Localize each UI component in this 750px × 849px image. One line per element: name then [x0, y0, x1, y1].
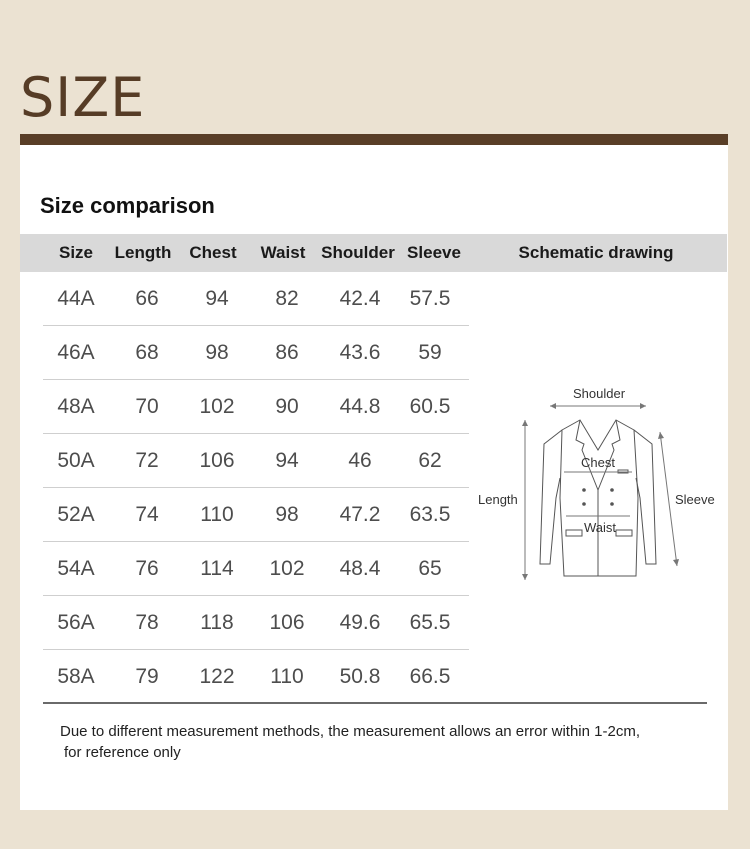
cell-chest: 94: [205, 287, 229, 310]
note-line-1: Due to different measurement methods, the measurement allows an error within 1-2cm,: [60, 723, 640, 740]
cell-size: 54A: [57, 557, 95, 580]
waist-label: Waist: [584, 520, 617, 535]
cell-length: 76: [135, 557, 159, 580]
cell-waist: 90: [275, 395, 299, 418]
cell-waist: 94: [275, 449, 299, 472]
cell-length: 70: [135, 395, 159, 418]
jacket-outline: [540, 420, 656, 576]
cell-waist: 110: [270, 665, 304, 688]
cell-size: 52A: [57, 503, 95, 526]
cell-waist: 82: [275, 287, 299, 310]
column-header-drawing: Schematic drawing: [518, 243, 674, 262]
table-row: [20, 596, 480, 650]
jacket-schematic-drawing: [470, 378, 728, 593]
cell-waist: 106: [269, 611, 305, 634]
cell-size: 44A: [57, 287, 95, 310]
sleeve-label: Sleeve: [675, 492, 715, 507]
heading-divider: [20, 134, 728, 145]
cell-shoulder: 46: [348, 449, 372, 472]
size-chart-panel: [20, 145, 728, 810]
cell-waist: 98: [275, 503, 299, 526]
length-label: Length: [478, 492, 518, 507]
table-row: [20, 434, 480, 488]
cell-chest: 122: [199, 665, 235, 688]
cell-shoulder: 49.6: [339, 611, 381, 634]
cell-shoulder: 48.4: [339, 557, 381, 580]
cell-chest: 118: [200, 611, 234, 634]
cell-sleeve: 63.5: [409, 503, 451, 526]
table-row: [20, 272, 480, 326]
table-header: [20, 234, 727, 272]
sleeve-arrow-top: [658, 432, 664, 439]
cell-sleeve: 62: [418, 449, 442, 472]
note-line-2: for reference only: [64, 744, 181, 761]
cell-chest: 114: [200, 557, 234, 580]
cell-shoulder: 42.4: [339, 287, 381, 310]
cell-size: 50A: [57, 449, 95, 472]
table-row: [20, 542, 480, 596]
cell-sleeve: 65.5: [409, 611, 451, 634]
table-row: [20, 650, 480, 704]
cell-size: 56A: [57, 611, 95, 634]
column-header-shoulder: Shoulder: [321, 243, 395, 262]
cell-waist: 86: [275, 341, 299, 364]
cell-chest: 110: [200, 503, 234, 526]
cell-waist: 102: [269, 557, 305, 580]
cell-shoulder: 50.8: [339, 665, 381, 688]
cell-size: 48A: [57, 395, 95, 418]
cell-sleeve: 57.5: [409, 287, 451, 310]
cell-sleeve: 65: [418, 557, 442, 580]
length-arrow-top: [522, 420, 528, 426]
table-row: [20, 326, 480, 380]
cell-length: 79: [135, 665, 159, 688]
cell-shoulder: 47.2: [339, 503, 381, 526]
cell-sleeve: 66.5: [409, 665, 451, 688]
column-header-chest: Chest: [189, 243, 237, 262]
page-heading: SIZE: [20, 66, 146, 129]
cell-chest: 102: [199, 395, 235, 418]
column-header-waist: Waist: [260, 243, 306, 262]
cell-length: 66: [135, 287, 159, 310]
cell-length: 74: [135, 503, 159, 526]
column-header-length: Length: [114, 243, 172, 262]
cell-size: 58A: [57, 665, 95, 688]
table-bottom-divider: [43, 702, 707, 704]
section-title: Size comparison: [40, 193, 215, 218]
measurement-note: [60, 721, 700, 763]
chest-label: Chest: [581, 455, 615, 470]
shoulder-arrow-right: [640, 403, 646, 409]
cell-length: 72: [135, 449, 159, 472]
table-row: [20, 488, 480, 542]
shoulder-arrow-left: [550, 403, 556, 409]
cell-shoulder: 44.8: [339, 395, 381, 418]
sleeve-arrow-bottom: [673, 559, 679, 566]
cell-length: 78: [135, 611, 159, 634]
length-arrow-bottom: [522, 574, 528, 580]
cell-length: 68: [135, 341, 159, 364]
table-row: [20, 380, 480, 434]
cell-sleeve: 60.5: [409, 395, 451, 418]
column-header-sleeve: Sleeve: [407, 243, 461, 262]
cell-sleeve: 59: [418, 341, 442, 364]
cell-chest: 106: [199, 449, 235, 472]
cell-size: 46A: [57, 341, 95, 364]
cell-chest: 98: [205, 341, 229, 364]
column-header-size: Size: [58, 243, 94, 262]
shoulder-label: Shoulder: [573, 386, 626, 401]
cell-shoulder: 43.6: [339, 341, 381, 364]
